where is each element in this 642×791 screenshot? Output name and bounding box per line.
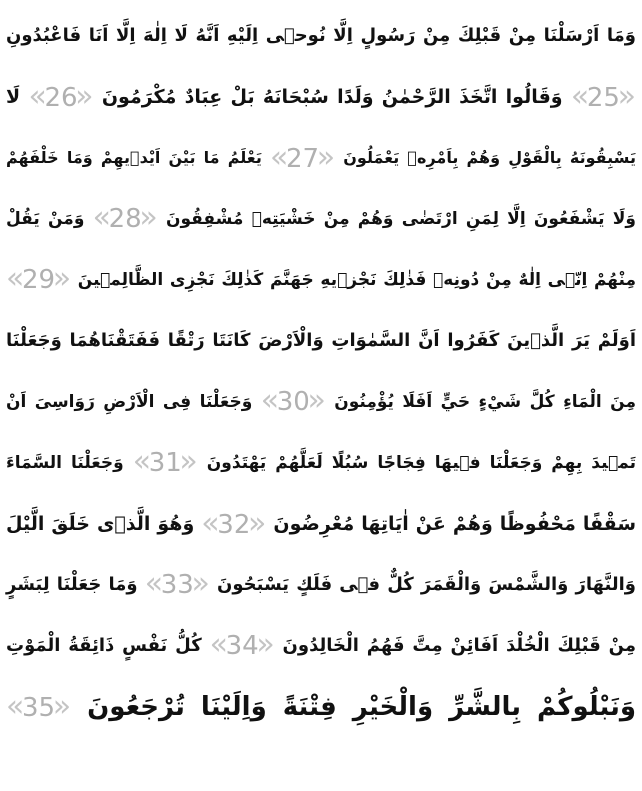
verse-text: كُلُّ نَفْسٍ ذَائِقَةُ الْمَوْتِ [6,635,202,656]
verse-text: مِنْهُمْ اِنّٖى اِلٰهٌ مِنْ دُونِهٖ فَذٰلِكَ نَجْزٖيهِ جَهَنَّمَ كَذٰلِكَ نَجْزِى الظَّالِمٖينَ [77,270,636,290]
text-line [6,372,636,432]
verse-number-marker: « 26 » [30,78,91,118]
verse-number-marker: « 31 » [135,443,196,483]
verse-text: وَقَالُوا اتَّخَذَ الرَّحْمٰنُ وَلَدًا سُبْحَانَهُ بَلْ عِبَادٌ مُكْرَمُونَ [101,86,563,108]
verse-text: وَمَنْ يَقُلْ [6,209,85,229]
verse-text: وَهُوَ الَّذٖى خَلَقَ الَّيْلَ [6,513,195,535]
text-line [6,616,636,676]
verse-text: وَلَا يَشْفَعُونَ اِلَّا لِمَنِ ارْتَضٰى وَهُمْ مِنْ خَشْيَتِهٖ مُشْفِقُونَ [165,209,636,229]
verse-number-marker: « 33 » [147,565,208,605]
verse-text: يَسْبِقُونَهُ بِالْقَوْلِ وَهُمْ بِاَمْرِهٖ يَعْمَلُونَ [343,148,636,167]
text-line [6,6,636,66]
text-line [6,67,636,127]
verse-number-marker: « 34 » [212,626,273,666]
verse-number-marker: « 32 » [203,505,264,545]
text-line [6,555,636,615]
verse-number-marker: « 27 » [272,139,333,179]
verse-text: وَمَا اَرْسَلْنَا مِنْ قَبْلِكَ مِنْ رَسُولٍ اِلَّا نُوحٖى اِلَيْهِ اَنَّهُ لَا اِلٰهَ اِلَّا اَنَا فَاعْبُدُونِ [6,25,636,46]
verse-text: وَجَعَلْنَا فِى الْاَرْضِ رَوَاسِىَ اَنْ [6,392,253,412]
verse-text: وَجَعَلْنَا السَّمَاءَ [6,453,124,473]
verse-number-marker: « 29 » [8,260,69,300]
verse-text: وَنَبْلُوكُمْ بِالشَّرِّ وَالْخَيْرِ فِتْنَةً وَاِلَيْنَا تُرْجَعُونَ [87,692,636,722]
text-line [6,189,636,249]
text-line [6,128,636,188]
verse-text: سَقْفًا مَحْفُوظًا وَهُمْ عَنْ اٰيَاتِهَا مُعْرِضُونَ [273,513,637,535]
verse-text: وَالنَّهَارَ وَالشَّمْسَ وَالْقَمَرَ كُلٌّ فٖى فَلَكٍ يَسْبَحُونَ [217,574,636,595]
verse-text: مِنْ قَبْلِكَ الْخُلْدَ اَفَائِنْ مِتَّ فَهُمُ الْخَالِدُونَ [282,635,636,656]
text-line [6,433,636,493]
verse-text: وَمَا جَعَلْنَا لِبَشَرٍ [6,574,138,595]
text-line [6,311,636,371]
text-line [6,494,636,554]
verse-text: مِنَ الْمَاءِ كُلَّ شَيْءٍ حَيٍّ اَفَلَا يُؤْمِنُونَ [334,392,636,412]
verse-text: لَا [6,86,21,108]
verse-number-marker: « 25 » [573,78,634,118]
verse-text: يَعْلَمُ مَا بَيْنَ اَيْدٖيهِمْ وَمَا خَلْفَهُمْ [6,148,262,167]
text-line [6,677,636,737]
verse-number-marker: « 28 » [95,199,156,239]
text-line [6,250,636,310]
verse-text: اَوَلَمْ يَرَ الَّذٖينَ كَفَرُوا اَنَّ السَّمٰوَاتِ وَالْاَرْضَ كَانَتَا رَتْقًا فَفَتَقْنَاهُمَا وَجَعَلْنَا [6,330,636,351]
verse-number-marker: « 30 » [263,382,324,422]
verse-number-marker: « 35 » [8,688,69,728]
verse-text: تَمٖيدَ بِهِمْ وَجَعَلْنَا فٖيهَا فِجَاجًا سُبُلًا لَعَلَّهُمْ يَهْتَدُونَ [206,453,636,473]
